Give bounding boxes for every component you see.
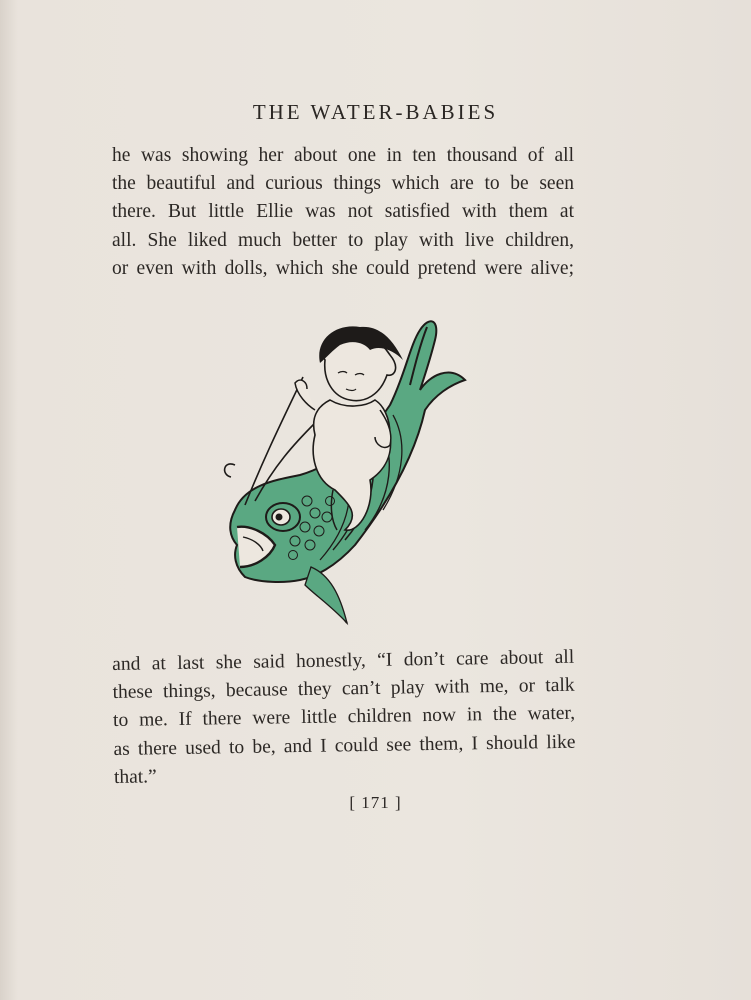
text-line: all. She liked much better to play with live children, bbox=[112, 229, 574, 251]
text-line: there. But little Ellie was not satisfied with them at bbox=[112, 201, 574, 223]
text-line: to me. If there were little children now in the water, bbox=[112, 703, 576, 732]
paragraph-bottom bbox=[112, 644, 576, 792]
text-line: that.” bbox=[113, 766, 157, 788]
page-number: [ 171 ] bbox=[349, 793, 402, 812]
text-line: and at last she said honestly, “I don’t care about all bbox=[112, 646, 575, 675]
text-line: or even with dolls, which she could pretend were alive; bbox=[112, 257, 574, 279]
text-line: as there used to be, and I could see them, I should like bbox=[113, 731, 576, 760]
paragraph-top bbox=[112, 142, 574, 283]
text-line: he was showing her about one in ten thousand of all bbox=[112, 145, 574, 166]
running-head: THE WATER-BABIES bbox=[252, 100, 499, 124]
water-baby-on-fish-illustration bbox=[215, 305, 475, 630]
fish-eye bbox=[266, 503, 300, 531]
text-line: the beautiful and curious things which are to be seen bbox=[112, 173, 574, 195]
text-line: these things, because they can’t play with me, or talk bbox=[112, 674, 575, 704]
